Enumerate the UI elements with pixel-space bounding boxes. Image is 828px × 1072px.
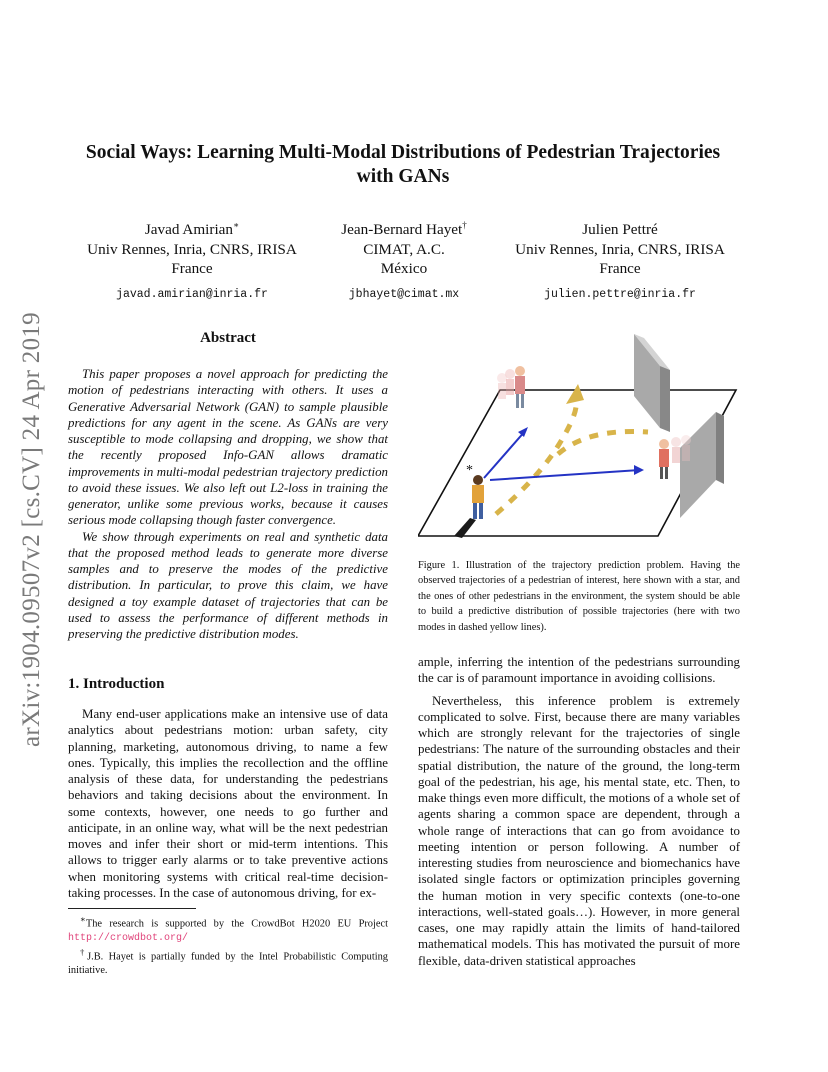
author-1	[72, 216, 312, 304]
arxiv-side-label: arXiv:1904.09507v2 [cs.CV] 24 Apr 2019	[18, 312, 45, 747]
author-mark: †	[462, 220, 467, 230]
author-country: France	[171, 260, 213, 278]
right-column-text	[418, 654, 740, 969]
footnote-rule	[68, 908, 196, 909]
author-3	[500, 216, 740, 304]
right-paragraph-1: ample, inferring the intention of the pedestrians surrounding the car is of paramount importance in avoiding collisions.	[418, 655, 740, 686]
footnote-1-text: The research is supported by the CrowdBot H2020 EU Project	[85, 918, 388, 930]
star-marker: *	[466, 463, 473, 478]
author-name: Julien Pettré	[582, 221, 658, 239]
abstract-heading: Abstract	[200, 330, 256, 346]
figure-1-caption: Figure 1. Illustration of the trajectory prediction problem. Having the observed trajectories of a pedestrian of interest, here shown with a star, and the ones of other pedestrians in the environment, the system should be able to build a predictive distribution of possible trajectories (here with two modes in dashed yellow lines).	[418, 560, 740, 633]
author-affiliation: Univ Rennes, Inria, CNRS, IRISA	[515, 240, 725, 258]
abstract-paragraph: We show through experiments on real and synthetic data that the proposed method leads to generate more diverse samples and to preserve the modes of the predictive distribution. In particular, to prove this claim, we have designed a toy example dataset of trajectories that can be used to assess the performance of different methods in preserving the predictive distribution modes.	[68, 529, 388, 641]
author-country: México	[380, 260, 428, 278]
introduction-body	[68, 706, 388, 901]
author-mark: ∗	[233, 220, 240, 230]
intro-paragraph: Many end-user applications make an intensive use of data analytics about pedestrians motion: urban safety, city planning, marketing, autonomous driving, to name a few ones. Typically, this implies the recollection and the offline analysis of these data, for understanding the pedestrians behaviors and taking decisions about the environment. In some contexts, however, one needs to go further and anticipate, in an online way, what will be the next pedestrian moves and infer their short or mid-term intentions. This allows to trigger early alarms or to take preventive actions when monitoring systems with critical real-time decision-taking processes. In the case of autonomous driving, for ex-	[68, 707, 388, 900]
right-paragraph-2: Nevertheless, this inference problem is extremely complicated to solve. First, because there are many variables which are strongly relevant for the trajectories of single pedestrians: The nature of the surrounding obstacles and their spatial distribution, the nature of the ground, the long-term goal of the pedestrian, his age, his mental state, etc. Then, to make things even more difficult, the motions of a whole set of agents sharing a common space are dependent, through a whole range of interactions that can go from avoidance to meeting intention or person following. A number of interesting studies from neuroscience and biomechanics have isolated single factors or optimization principles governing the human motion in very specific contexts (one-to-one interactions, well-stated goals…). However, in more general cases, one may rapidly attain the limits of hand-tailored mathematical models. This has motivated the pursuit of more flexible, data-driven statistical approaches	[418, 693, 740, 968]
author-affiliation: Univ Rennes, Inria, CNRS, IRISA	[87, 240, 297, 258]
abstract-body	[68, 366, 388, 642]
author-email: jbhayet@cimat.mx	[348, 287, 460, 301]
abstract-paragraph: This paper proposes a novel approach for predicting the motion of pedestrians interacting with others. It uses a Generative Adversarial Network (GAN) to sample plausible predictions for any agent in the scene. As GANs are very susceptible to mode collapsing and dropping, we show that the recently proposed Info-GAN allows dramatic improvements in multi-modal pedestrian trajectory prediction to avoid these issues. We also left out L2-loss in training the generator, unlike some previous works, because it causes serious mode collapsing though faster convergence.	[68, 367, 388, 528]
footnotes	[68, 913, 388, 979]
author-affiliation: CIMAT, A.C.	[363, 240, 445, 258]
author-2	[284, 216, 524, 304]
author-name: Javad Amirian	[144, 221, 234, 239]
author-name: Jean-Bernard Hayet	[341, 221, 463, 239]
footnote-2-text: J.B. Hayet is partially funded by the Intel Probabilistic Computing initiative.	[68, 951, 388, 977]
footnote-1: ∗The research is supported by the CrowdBot H2020 EU Project http://crowdbot.org/	[68, 914, 388, 944]
author-email: javad.amirian@inria.fr	[116, 287, 268, 301]
section-heading-introduction: 1. Introduction	[68, 676, 165, 692]
paper-title: Social Ways: Learning Multi-Modal Distributions of Pedestrian Trajectories with GANs	[85, 142, 721, 187]
author-country: France	[599, 260, 641, 278]
footnote-1-link[interactable]: http://crowdbot.org/	[68, 932, 189, 944]
author-email: julien.pettre@inria.fr	[544, 287, 696, 301]
figure-1-illustration	[418, 328, 740, 550]
footnote-2: †J.B. Hayet is partially funded by the Intel Probabilistic Computing initiative.	[68, 947, 388, 977]
